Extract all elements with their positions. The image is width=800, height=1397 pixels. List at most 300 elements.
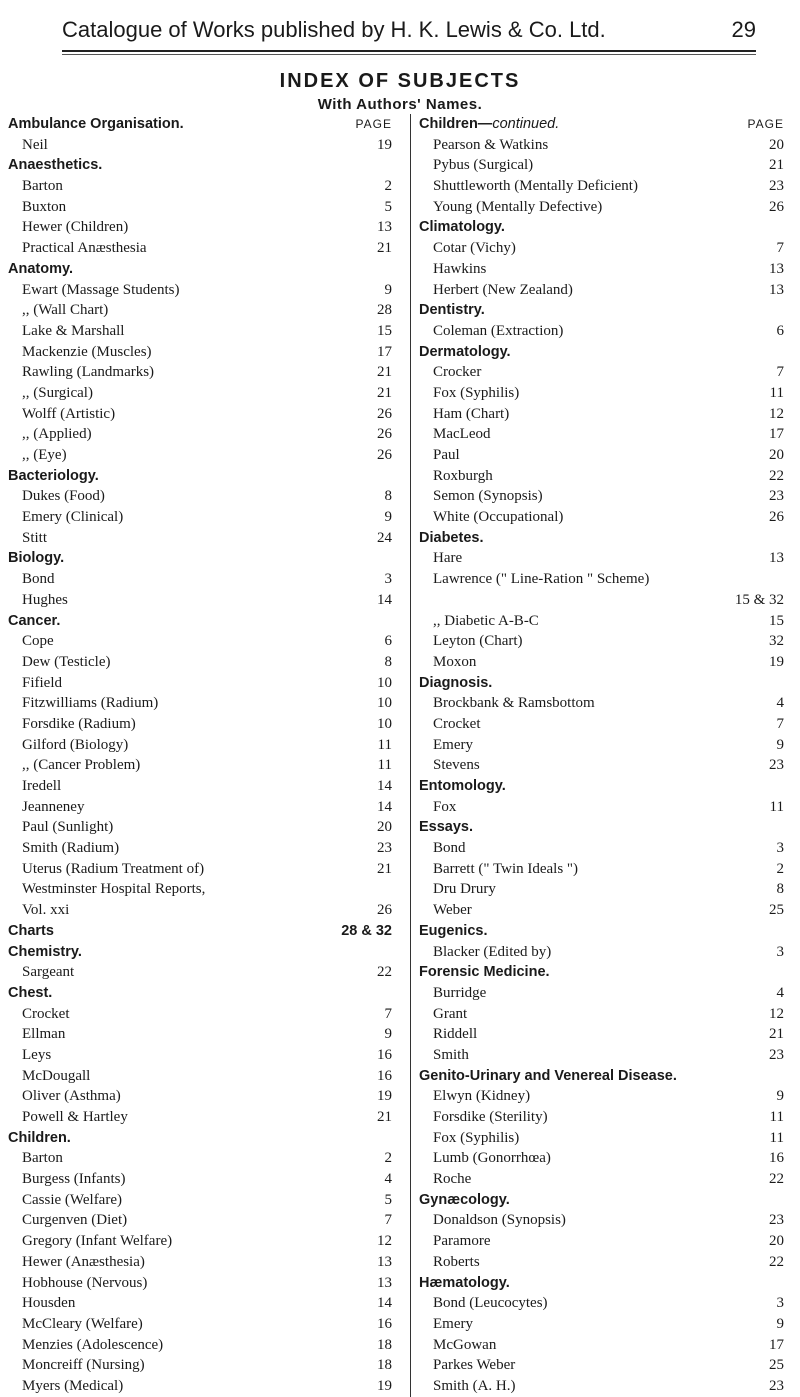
heading-label: Gynæcology.: [419, 1191, 510, 1208]
page-ref: 25: [769, 902, 784, 919]
page-ref: 9: [384, 509, 392, 526]
entry-label: Hawkins: [433, 260, 487, 277]
index-entry: [419, 321, 788, 342]
entry-label: Gilford (Biology): [22, 736, 129, 753]
index-entry: [419, 1231, 788, 1252]
index-entry: [419, 383, 788, 404]
index-entry: [8, 714, 396, 735]
index-entry: [419, 1128, 788, 1149]
page-ref: 19: [377, 136, 392, 153]
heading-label: Cancer.: [8, 612, 61, 629]
page-ref: 23: [769, 757, 784, 774]
index-entry: [419, 1293, 788, 1314]
entry-label: Parkes Weber: [433, 1357, 516, 1374]
index-entry: [8, 673, 396, 694]
page-ref: 21: [769, 1026, 784, 1043]
entry-label: Donaldson (Synopsis): [433, 1212, 566, 1229]
page-ref: 20: [769, 136, 784, 153]
index-heading: [8, 155, 396, 176]
page-ref: 19: [377, 1377, 392, 1394]
entry-label: Roxburgh: [433, 467, 493, 484]
index-entry: [8, 838, 396, 859]
entry-label: Fox: [433, 798, 457, 815]
entry-label: Ellman: [22, 1026, 66, 1043]
index-entry: [8, 962, 396, 983]
page-ref: 25: [769, 1357, 784, 1374]
page-ref: 9: [384, 1026, 392, 1043]
page-ref: 32: [769, 633, 784, 650]
page-ref: 16: [769, 1150, 784, 1167]
entry-label: Powell & Hartley: [22, 1109, 128, 1125]
entry-label: Shuttleworth (Mentally Deficient): [433, 178, 638, 195]
page-ref: 4: [776, 695, 784, 712]
page-ref: 23: [769, 1046, 784, 1063]
entry-label: Cope: [22, 633, 54, 650]
page-ref: 26: [377, 447, 392, 463]
page-ref: 10: [377, 715, 392, 732]
index-entry: [419, 238, 788, 259]
index-entry: [419, 942, 788, 963]
index-entry: [8, 1066, 396, 1087]
page-ref: 23: [769, 1212, 784, 1229]
entry-label: Wolff (Artistic): [22, 405, 116, 422]
entry-label: Jeanneney: [22, 798, 85, 815]
index-entry: [8, 1024, 396, 1045]
index-entry: [419, 900, 788, 921]
page-ref: 3: [776, 840, 784, 857]
index-entry: [8, 1190, 396, 1211]
page-ref: 11: [769, 1109, 784, 1125]
entry-label: Smith (Radium): [22, 840, 120, 857]
page-ref: 22: [769, 467, 784, 484]
entry-label: Leyton (Chart): [433, 633, 523, 650]
entry-label: Lawrence (" Line-Ration " Scheme): [433, 571, 650, 588]
entry-label: Fox (Syphilis): [433, 1129, 520, 1146]
page-ref: 9: [384, 281, 392, 298]
index-entry: [419, 1107, 788, 1128]
index-entry: [419, 611, 788, 632]
entry-label: Blacker (Edited by): [433, 943, 552, 960]
index-entry: [8, 652, 396, 673]
entry-label: Ham (Chart): [433, 405, 510, 422]
index-entry: [419, 797, 788, 818]
header-rule-thin: [62, 54, 756, 55]
index-entry: [8, 735, 396, 756]
index-entry: [419, 1086, 788, 1107]
page-ref: 8: [384, 488, 392, 505]
entry-label: Myers (Medical): [22, 1377, 124, 1394]
page-number: 29: [731, 17, 756, 42]
page-ref: 26: [769, 198, 784, 215]
page-ref: 17: [769, 1336, 784, 1353]
index-entry: [8, 817, 396, 838]
page-ref: 3: [776, 1295, 784, 1312]
entry-label: Smith: [433, 1046, 469, 1063]
page-ref: 13: [377, 1274, 392, 1291]
page-ref: 20: [377, 819, 392, 836]
index-entry: [8, 879, 396, 900]
page-ref: 17: [769, 426, 784, 443]
entry-label: Crocket: [433, 715, 481, 732]
index-entry: [8, 1293, 396, 1314]
index-entry: [419, 445, 788, 466]
entry-label: Curgenven (Diet): [22, 1212, 128, 1229]
entry-label: Paul: [433, 447, 460, 463]
left-column: [8, 114, 396, 1397]
entry-label: Mackenzie (Muscles): [22, 343, 152, 360]
index-heading: [419, 776, 788, 797]
heading-label: Anaesthetics.: [8, 157, 103, 174]
entry-label: Riddell: [433, 1026, 478, 1043]
page-ref: 11: [769, 384, 784, 401]
entry-label: Iredell: [22, 778, 62, 794]
heading-label: Eugenics.: [419, 922, 488, 939]
entry-label: Bond: [433, 840, 466, 857]
page-ref: 18: [377, 1357, 392, 1374]
entry-label: ,, (Wall Chart): [22, 302, 109, 319]
index-entry: [419, 280, 788, 301]
entry-label: Leys: [22, 1046, 52, 1063]
index-entry: [8, 590, 396, 611]
entry-label: Westminster Hospital Reports,: [22, 881, 206, 898]
entry-label: Emery: [433, 736, 473, 753]
page-ref: 7: [776, 240, 784, 257]
page-ref: 9: [776, 1088, 784, 1105]
page-ref: 21: [377, 364, 392, 381]
entry-label: Menzies (Adolescence): [22, 1336, 164, 1353]
index-entry: [8, 569, 396, 590]
heading-label: Anatomy.: [8, 260, 73, 277]
index-entry: [8, 1045, 396, 1066]
entry-label: Housden: [22, 1295, 76, 1312]
entry-label: Dukes (Food): [22, 488, 105, 505]
entry-label: Barton: [22, 1150, 63, 1167]
entry-label: Roche: [433, 1171, 472, 1188]
index-entry: [8, 197, 396, 218]
page-ref: 18: [377, 1336, 392, 1353]
page-ref: 21: [377, 240, 392, 257]
entry-label: Rawling (Landmarks): [22, 364, 155, 381]
entry-label: Sargeant: [22, 964, 75, 981]
index-entry: [8, 217, 396, 238]
index-entry: [419, 714, 788, 735]
index-entry: [8, 1086, 396, 1107]
heading-label: Children.: [8, 1129, 71, 1146]
page-ref: 28: [377, 302, 392, 319]
index-heading: [8, 921, 396, 942]
page-ref: 26: [377, 902, 392, 919]
index-entry: [419, 1252, 788, 1273]
header-rule: [62, 50, 756, 52]
page-ref: 20: [769, 447, 784, 463]
entry-label: Barrett (" Twin Ideals "): [433, 860, 579, 877]
heading-label: Children—: [419, 116, 493, 132]
page-ref: 26: [377, 426, 392, 443]
page-ref: 26: [769, 509, 784, 526]
page-ref: 4: [776, 984, 784, 1001]
heading-label: Hæmatology.: [419, 1274, 510, 1291]
entry-label: Bond (Leucocytes): [433, 1295, 548, 1312]
page-ref: 11: [769, 1129, 784, 1146]
index-entry: [8, 300, 396, 321]
entry-label: Hughes: [22, 591, 68, 608]
entry-label: Cotar (Vichy): [433, 240, 516, 257]
entry-label: Brockbank & Ramsbottom: [433, 695, 595, 712]
page-ref: 17: [377, 343, 392, 360]
index-entry: [8, 238, 396, 259]
page-ref: 8: [384, 653, 392, 670]
heading-label: Diagnosis.: [419, 674, 493, 691]
page-ref: 23: [769, 178, 784, 195]
index-entry: [419, 466, 788, 487]
index-entry: [419, 1004, 788, 1025]
page-ref: 13: [769, 260, 784, 277]
entry-label: Coleman (Extraction): [433, 322, 564, 339]
page-ref: 10: [377, 674, 392, 691]
page-ref: 6: [384, 633, 392, 650]
index-entry: [8, 776, 396, 797]
index-heading: [419, 528, 788, 549]
entry-label: McCleary (Welfare): [22, 1315, 143, 1332]
entry-label: Gregory (Infant Welfare): [22, 1233, 173, 1250]
entry-label: Semon (Synopsis): [433, 488, 543, 505]
page-ref: 23: [377, 840, 392, 857]
entry-label: Bond: [22, 571, 55, 588]
entry-label: Moxon: [433, 653, 477, 670]
index-heading: [419, 1273, 788, 1294]
index-entry: [8, 1355, 396, 1376]
index-entry: [8, 321, 396, 342]
index-heading: [419, 342, 788, 363]
index-entry: [419, 652, 788, 673]
page-ref: 21: [377, 860, 392, 877]
index-entry: [8, 1004, 396, 1025]
entry-label: Herbert (New Zealand): [433, 281, 573, 298]
page-ref: 16: [377, 1067, 392, 1084]
index-entry: [8, 404, 396, 425]
index-entry: [419, 362, 788, 383]
page-ref: 5: [384, 198, 392, 215]
continued-label: continued.: [492, 116, 560, 132]
entry-label: Fifield: [22, 674, 62, 691]
page-ref: 7: [776, 715, 784, 732]
index-entry: [419, 259, 788, 280]
index-entry: [419, 983, 788, 1004]
entry-label: Hewer (Children): [22, 219, 129, 236]
heading-label: Dentistry.: [419, 302, 485, 319]
page-ref: 10: [377, 695, 392, 712]
page-ref: 14: [377, 778, 392, 794]
index-entry: [419, 838, 788, 859]
entry-label: Paramore: [433, 1233, 491, 1250]
page-ref: 7: [384, 1005, 392, 1022]
entry-label: MacLeod: [433, 426, 491, 443]
entry-label: ,, (Cancer Problem): [22, 757, 141, 774]
heading-label: Ambulance Organisation.: [8, 116, 184, 132]
running-head: [62, 14, 756, 46]
entry-label: ,, (Applied): [22, 426, 92, 443]
page-ref: 8: [776, 881, 784, 898]
index-entry: [8, 693, 396, 714]
index-heading: [8, 114, 396, 135]
entry-label: Crocket: [22, 1005, 70, 1022]
index-entry: [8, 797, 396, 818]
page-ref: 22: [769, 1171, 784, 1188]
page-ref: 22: [377, 964, 392, 981]
index-entry: [8, 1376, 396, 1397]
entry-label: Roberts: [433, 1253, 480, 1270]
entry-label: White (Occupational): [433, 509, 564, 526]
index-entry: [8, 1107, 396, 1128]
page-ref: 21: [377, 1109, 392, 1125]
entry-label: Uterus (Radium Treatment of): [22, 860, 205, 877]
index-heading: [8, 548, 396, 569]
page-ref: 13: [377, 1253, 392, 1270]
entry-label: ,, Diabetic A-B-C: [433, 612, 539, 629]
index-heading: [419, 114, 788, 135]
page-ref: 15: [769, 612, 784, 629]
page-ref: 19: [377, 1088, 392, 1105]
index-entry: [419, 507, 788, 528]
index-entry: [8, 1210, 396, 1231]
index-heading: [8, 983, 396, 1004]
index-entry: [419, 1210, 788, 1231]
index-entry: [8, 135, 396, 156]
index-entry: [8, 528, 396, 549]
index-entry: [8, 445, 396, 466]
index-entry: [419, 735, 788, 756]
entry-label: Grant: [433, 1005, 468, 1022]
entry-label: Elwyn (Kidney): [433, 1088, 531, 1105]
page-column-header: PAGE: [355, 117, 392, 131]
heading-label: Biology.: [8, 550, 65, 567]
index-entry: [419, 404, 788, 425]
entry-label: Stitt: [22, 529, 48, 546]
page-ref: 7: [776, 364, 784, 381]
entry-label: Forsdike (Sterility): [433, 1109, 548, 1125]
index-entry: [419, 486, 788, 507]
index-entry: [419, 693, 788, 714]
page-ref: 15 & 32: [734, 591, 784, 608]
index-entry: [419, 548, 788, 569]
entry-label: Hewer (Anæsthesia): [22, 1253, 145, 1270]
page-ref: 14: [377, 591, 392, 608]
page-ref: 23: [769, 1377, 784, 1394]
entry-label: Paul (Sunlight): [22, 819, 114, 836]
entry-label: Dru Drury: [433, 881, 496, 898]
entry-label: Pearson & Watkins: [433, 136, 549, 153]
index-entry: [419, 424, 788, 445]
index-entry: [419, 590, 788, 611]
page-ref: 14: [377, 798, 392, 815]
index-heading: [419, 1066, 788, 1087]
index-entry: [419, 859, 788, 880]
index-entry: [419, 1148, 788, 1169]
entry-label: Hare: [433, 550, 463, 567]
heading-label: Entomology.: [419, 778, 506, 794]
entry-label: Fitzwilliams (Radium): [22, 695, 159, 712]
index-entry: [419, 135, 788, 156]
entry-label: Ewart (Massage Students): [22, 281, 180, 298]
page-ref: 11: [377, 736, 392, 753]
index-entry: [8, 859, 396, 880]
index-entry: [419, 879, 788, 900]
index-entry: [419, 1169, 788, 1190]
entry-label: ,, (Surgical): [22, 384, 93, 401]
heading-label: Genito-Urinary and Venereal Disease.: [419, 1067, 677, 1084]
heading-label: Dermatology.: [419, 343, 511, 360]
page-ref: 2: [384, 1150, 392, 1167]
page-ref: 12: [769, 405, 784, 422]
index-entry: [8, 900, 396, 921]
entry-label: Lake & Marshall: [22, 322, 125, 339]
index-entry: [419, 1376, 788, 1397]
page-ref: 19: [769, 653, 784, 670]
index-entry: [8, 280, 396, 301]
heading-label: Climatology.: [419, 219, 505, 236]
page-ref: 13: [377, 219, 392, 236]
entry-label: ,, (Eye): [22, 447, 67, 463]
page-ref: 24: [377, 529, 392, 546]
heading-label: Forensic Medicine.: [419, 964, 550, 981]
right-column: [410, 114, 788, 1397]
page-ref: 5: [384, 1191, 392, 1208]
page-ref: 11: [769, 798, 784, 815]
page-ref: 9: [776, 1315, 784, 1332]
entry-label: McDougall: [22, 1067, 91, 1084]
entry-label: Vol. xxi: [22, 902, 70, 919]
entry-label: Emery (Clinical): [22, 509, 124, 526]
index-heading: [8, 611, 396, 632]
index-entry: [8, 1273, 396, 1294]
index-heading: [419, 1190, 788, 1211]
index-entry: [419, 1024, 788, 1045]
page-ref: 20: [769, 1233, 784, 1250]
index-entry: [8, 1231, 396, 1252]
entry-label: Smith (A. H.): [433, 1377, 516, 1394]
page-ref: 3: [384, 571, 392, 588]
page-ref: 23: [769, 488, 784, 505]
index-entry: [8, 342, 396, 363]
index-entry: [8, 1252, 396, 1273]
index-entry: [419, 155, 788, 176]
entry-label: Practical Anæsthesia: [22, 240, 147, 257]
entry-label: Emery: [433, 1315, 473, 1332]
page-ref: 2: [384, 178, 392, 195]
entry-label: Forsdike (Radium): [22, 715, 136, 732]
entry-label: Barton: [22, 178, 63, 195]
page-ref: 9: [776, 736, 784, 753]
index-entry: [419, 569, 788, 590]
page-ref: 21: [769, 157, 784, 174]
entry-label: Burridge: [433, 984, 487, 1001]
index-entry: [8, 755, 396, 776]
index-entry: [8, 176, 396, 197]
index-subtitle: With Authors' Names.: [317, 96, 483, 113]
index-entry: [419, 755, 788, 776]
heading-label: Diabetes.: [419, 529, 484, 546]
index-heading: [419, 673, 788, 694]
page-column-header: PAGE: [747, 117, 784, 131]
heading-label: Charts: [8, 922, 54, 939]
page-ref: 13: [769, 550, 784, 567]
index-title: INDEX OF SUBJECTS: [279, 70, 521, 92]
index-heading: [419, 962, 788, 983]
page-ref: 2: [776, 860, 784, 877]
index-entry: [8, 507, 396, 528]
index-entry: [8, 1148, 396, 1169]
index-heading: [419, 300, 788, 321]
